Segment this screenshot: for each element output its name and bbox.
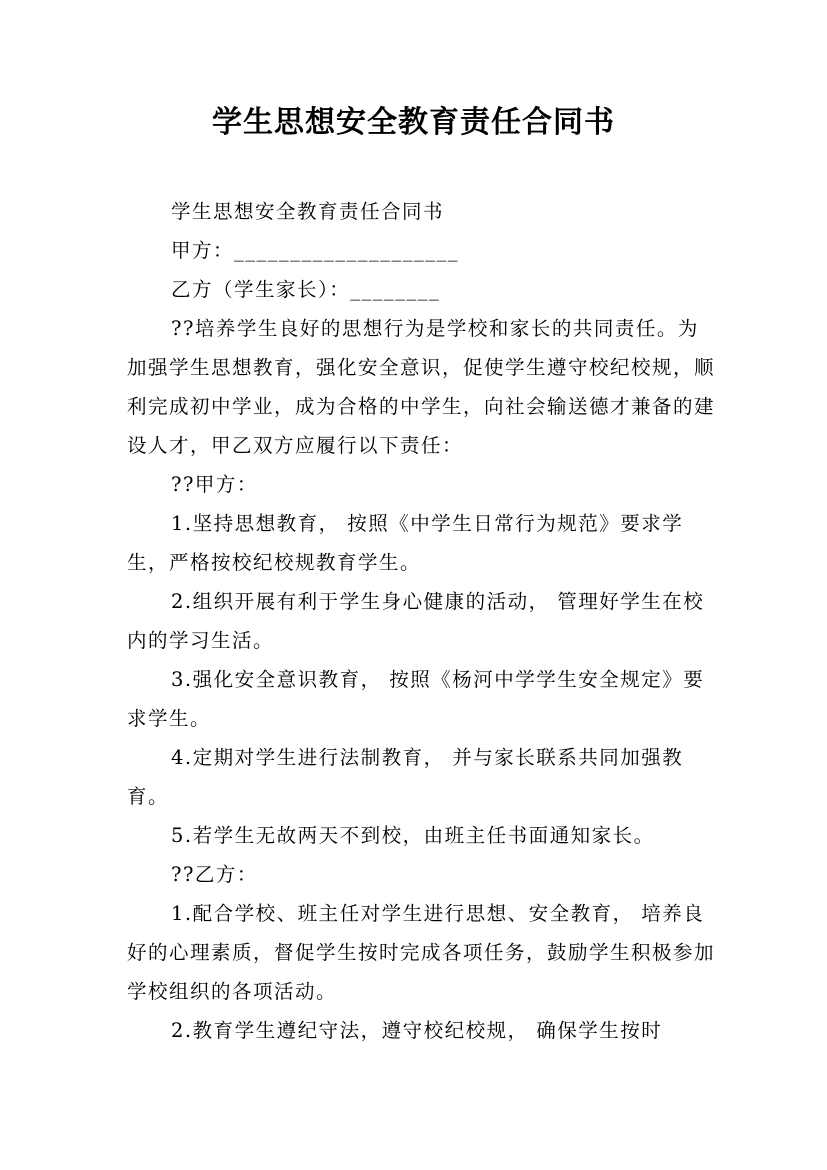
document-title: 学生思想安全教育责任合同书 — [212, 105, 615, 140]
party-b-item-2: 2.教育学生遵纪守法，遵守校纪校规， 确保学生按时 — [171, 1019, 663, 1042]
party-a-item-1: 1.坚持思想教育， 按照《中学生日常行为规范》要求学生，严格按校纪校规教育学生。 — [127, 512, 684, 574]
body-heading: 学生思想安全教育责任合同书 — [171, 200, 445, 223]
party-a-item-2: 2.组织开展有利于学生身心健康的活动， 管理好学生在校内的学习生活。 — [127, 590, 705, 652]
intro-paragraph: ??培养学生良好的思想行为是学校和家长的共同责任。为加强学生思想教育，强化安全意识，促使学生遵守校纪校规，顺利完成初中学业，成为合格的中学生，向社会输送德才兼备的建设人才，甲乙双方应履行以下责任： — [127, 317, 716, 457]
party-a-heading: ??甲方： — [171, 473, 258, 496]
party-a-item-5: 5.若学生无故两天不到校，由班主任书面通知家长。 — [171, 824, 655, 847]
party-b-item-1: 1.配合学校、班主任对学生进行思想、安全教育， 培养良好的心理素质，督促学生按时完成各项任务，鼓励学生积极参加学校组织的各项活动。 — [127, 902, 716, 1003]
party-a-item-4: 4.定期对学生进行法制教育， 并与家长联系共同加强教育。 — [127, 746, 684, 808]
party-b-heading: ??乙方： — [171, 863, 258, 886]
document-body — [127, 192, 717, 1050]
party-b-line: 乙方（学生家长）：________ — [171, 278, 441, 301]
party-a-line: 甲方：____________________ — [171, 239, 460, 262]
party-a-item-3: 3.强化安全意识教育， 按照《杨河中学学生安全规定》要求学生。 — [127, 668, 705, 730]
